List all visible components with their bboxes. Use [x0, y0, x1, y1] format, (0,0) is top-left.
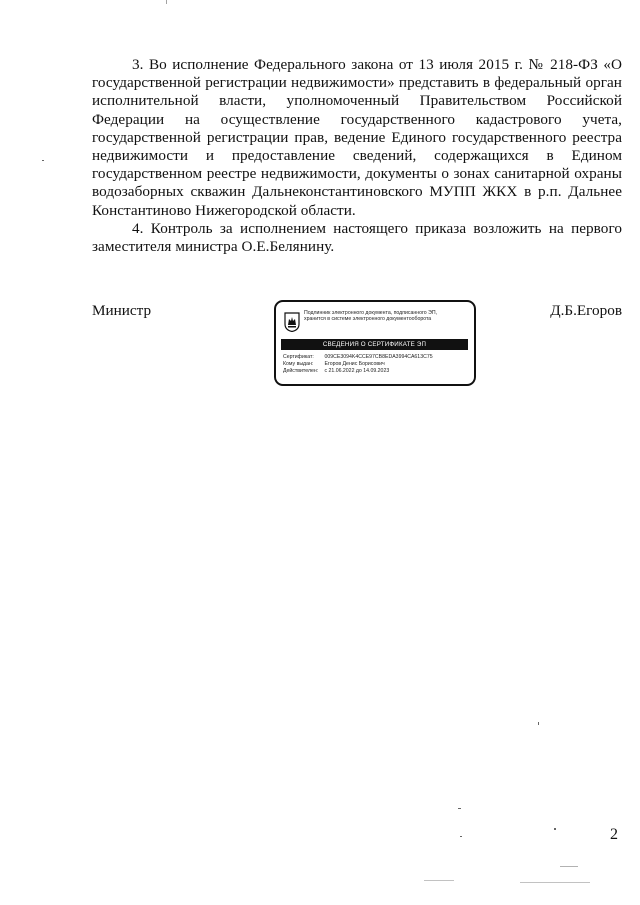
certificate-info-bar: СВЕДЕНИЯ О СЕРТИФИКАТЕ ЭП: [281, 339, 468, 350]
validity-value: с 21.06.2022 до 14.09.2023: [324, 368, 390, 374]
scan-speck: [424, 880, 454, 881]
electronic-signature-stamp: [274, 300, 476, 386]
scan-speck: [520, 882, 590, 883]
paragraph-3: 3. Во исполнение Федерального закона от 13 июля 2015 г. № 218-ФЗ «О государственной регистрации недвижимости» представить в федеральный орган исполнительной власти, уполномоченный Правительством Российской Федерации на осуществление государственного кадастрового учета, государственной регистрации прав, ведение Единого государственного реестра недвижимости и предоставление сведений, содержащихся в Едином государственном реестре недвижимости, документы о зонах санитарной охраны водозаборных скважин Дальнеконстантиновского МУПП ЖКХ в р.п. Дальнее Константиново Нижегородской области.: [92, 56, 622, 219]
stamp-header: [304, 310, 469, 323]
signatory-name: Д.Б.Егоров: [550, 302, 622, 319]
coat-of-arms-icon: [284, 312, 300, 332]
page-number: 2: [610, 826, 618, 843]
issued-to-row: [283, 361, 433, 368]
certificate-label: Сертификат:: [283, 354, 314, 360]
issued-to-label: Кому выдан:: [283, 361, 314, 367]
issued-to-value: Егоров Денис Борисович: [324, 361, 385, 367]
certificate-row: [283, 354, 433, 361]
stamp-header-line-1: Подлинник электронного документа, подписанного ЭП,: [304, 310, 438, 316]
scan-speck: [460, 836, 462, 837]
scan-speck: [458, 808, 461, 809]
certificate-details: [283, 354, 433, 375]
signatory-title: Министр: [92, 302, 152, 319]
scan-speck: [166, 0, 167, 4]
validity-row: [283, 368, 433, 375]
scan-speck: [554, 828, 556, 830]
certificate-value: 009CE3094K4CCE97CB8EDA3994CA613C75: [324, 354, 433, 360]
scan-speck: [538, 722, 539, 725]
document-body: [92, 56, 622, 256]
validity-label: Действителен:: [283, 368, 319, 374]
stamp-header-line-2: хранится в системе электронного документооборота: [304, 316, 432, 323]
paragraph-4: 4. Контроль за исполнением настоящего приказа возложить на первого заместителя министра О.Е.Белянину.: [92, 219, 622, 256]
signature-block: [92, 300, 622, 395]
scan-speck: [42, 160, 44, 161]
scan-speck: [560, 866, 578, 867]
